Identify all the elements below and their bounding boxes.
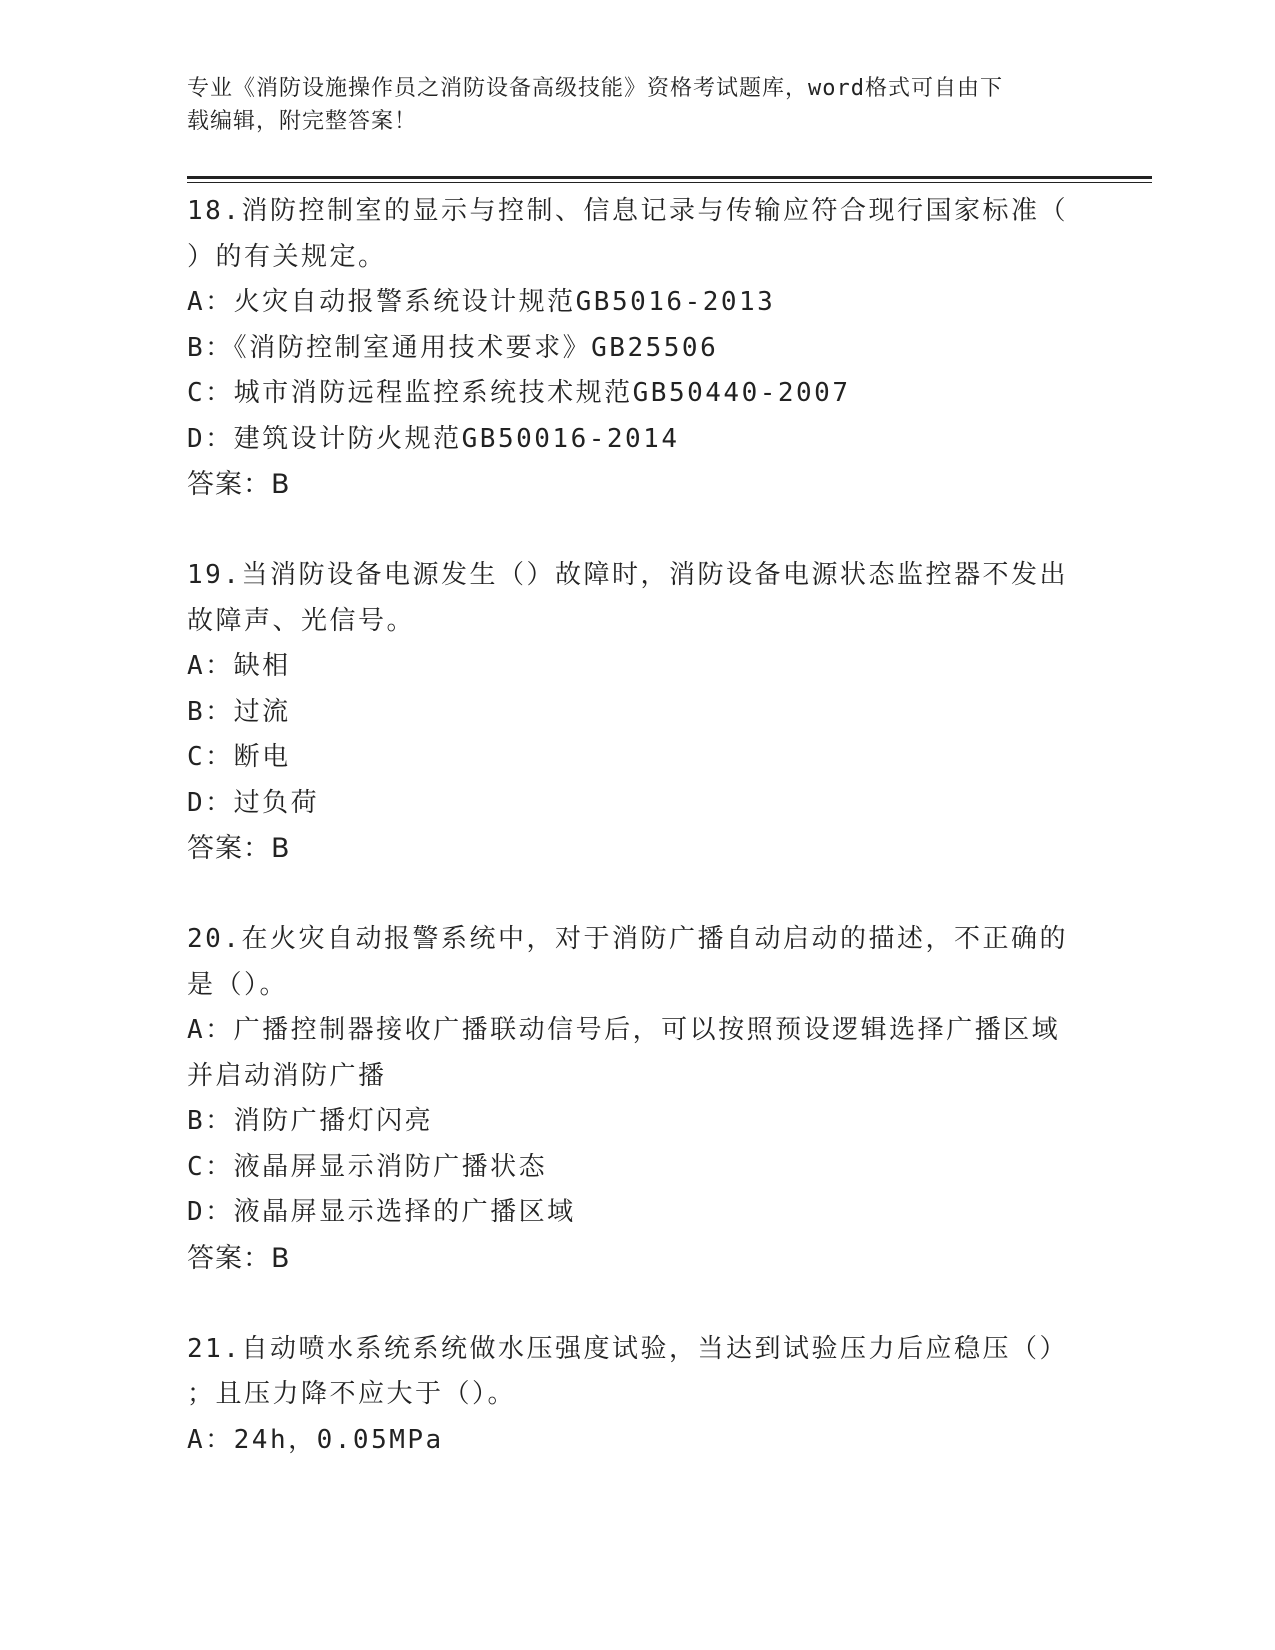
question-stem-line: ）的有关规定。: [187, 241, 387, 272]
option-d: D：建筑设计防火规范GB50016-2014: [187, 423, 680, 454]
option-a: A：缺相: [187, 651, 291, 681]
option-a-continued: 并启动消防广播: [187, 1060, 387, 1091]
spacer: [187, 1281, 1087, 1327]
answer-label: 答案：B: [187, 1242, 291, 1274]
option-c: C：液晶屏显示消防广播状态: [187, 1151, 548, 1182]
option-b: B：过流: [187, 696, 291, 727]
spacer: [187, 508, 1087, 554]
question-stem-line: 18.消防控制室的显示与控制、信息记录与传输应符合现行国家标准（: [187, 196, 1068, 226]
question-20: [187, 917, 1087, 1281]
option-b: B：消防广播灯闪亮: [187, 1106, 434, 1136]
header-line-2: 载编辑，附完整答案！: [187, 109, 418, 134]
option-a: A：火灾自动报警系统设计规范GB5016-2013: [187, 287, 776, 317]
header-rule-thin: [187, 182, 1152, 183]
option-d: D：液晶屏显示选择的广播区域: [187, 1197, 576, 1227]
question-stem-line: 故障声、光信号。: [187, 605, 416, 636]
answer-label: 答案：B: [187, 469, 291, 500]
question-18: [187, 189, 1087, 508]
question-stem-line: 19.当消防设备电源发生（）故障时，消防设备电源状态监控器不发出: [187, 560, 1068, 590]
option-d: D：过负荷: [187, 787, 320, 818]
header-line-1: 专业《消防设施操作员之消防设备高级技能》资格考试题库，word格式可自由下: [187, 76, 1003, 101]
header-rule-thick: [187, 176, 1152, 179]
option-b: B：《消防控制室通用技术要求》GB25506: [187, 332, 719, 363]
spacer: [187, 872, 1087, 918]
question-19: [187, 553, 1087, 872]
answer-label: 答案：B: [187, 833, 291, 864]
option-c: C：城市消防远程监控系统技术规范GB50440-2007: [187, 378, 851, 408]
question-stem-line: 20.在火灾自动报警系统中，对于消防广播自动启动的描述，不正确的: [187, 924, 1068, 954]
option-a: A：广播控制器接收广播联动信号后，可以按照预设逻辑选择广播区域: [187, 1015, 1061, 1045]
option-a: A：24h，0.05MPa: [187, 1424, 444, 1455]
option-c: C：断电: [187, 742, 291, 772]
question-stem-line: 21.自动喷水系统系统做水压强度试验，当达到试验压力后应稳压（）: [187, 1333, 1068, 1364]
question-stem-line: ；且压力降不应大于（）。: [187, 1379, 517, 1409]
question-stem-line: 是（）。: [187, 969, 289, 1000]
question-list: [187, 189, 1087, 1463]
question-21: [187, 1327, 1087, 1464]
document-header: [187, 72, 1067, 138]
